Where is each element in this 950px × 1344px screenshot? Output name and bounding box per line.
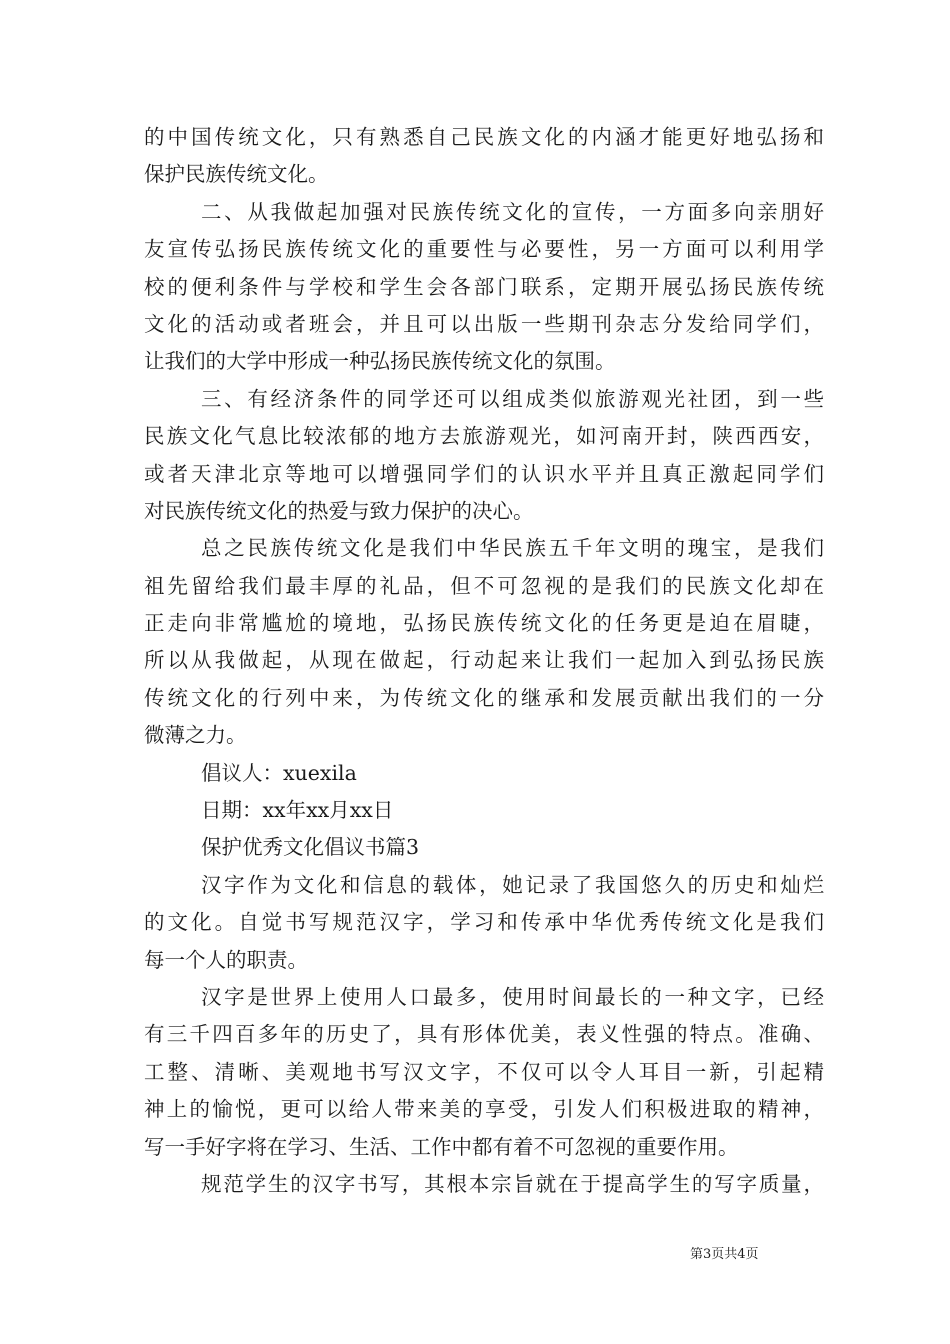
paragraph-2-line-2: 友宣传弘扬民族传统文化的重要性与必要性，另一方面可以利用学 (144, 237, 824, 262)
paragraph-5-line-1: 倡议人：xuexila (201, 760, 357, 785)
paragraph-9-line-2: 有三千四百多年的历史了，具有形体优美，表义性强的特点。准确、 (144, 1022, 824, 1047)
paragraph-8-line-2: 的文化。自觉书写规范汉字，学习和传承中华优秀传统文化是我们 (144, 910, 824, 935)
paragraph-1-line-1: 的中国传统文化，只有熟悉自己民族文化的内涵才能更好地弘扬和 (144, 125, 824, 149)
page-number-footer: 第3页共4页 (690, 1247, 759, 1262)
paragraph-8-line-1: 汉字作为文化和信息的载体，她记录了我国悠久的历史和灿烂 (201, 872, 824, 897)
paragraph-4-line-1: 总之民族传统文化是我们中华民族五千年文明的瑰宝，是我们 (201, 536, 824, 561)
paragraph-8-line-3: 每一个人的职责。 (144, 947, 308, 972)
paragraph-9-line-5: 写一手好字将在学习、生活、工作中都有着不可忽视的重要作用。 (144, 1134, 739, 1159)
paragraph-9-line-4: 神上的愉悦，更可以给人带来美的享受，引发人们积极进取的精神， (144, 1097, 824, 1122)
paragraph-9-line-1: 汉字是世界上使用人口最多，使用时间最长的一种文字，已经 (201, 984, 824, 1009)
paragraph-2-line-4: 文化的活动或者班会，并且可以出版一些期刊杂志分发给同学们， (144, 311, 824, 336)
paragraph-4-line-2: 祖先留给我们最丰厚的礼品，但不可忽视的是我们的民族文化却在 (144, 573, 824, 598)
document-body (144, 119, 824, 1203)
paragraph-4-line-3: 正走向非常尴尬的境地，弘扬民族传统文化的任务更是迫在眉睫， (144, 611, 824, 636)
paragraph-4-line-4: 所以从我做起，从现在做起，行动起来让我们一起加入到弘扬民族 (144, 648, 824, 673)
paragraph-4-line-6: 微薄之力。 (144, 723, 247, 748)
paragraph-3-line-2: 民族文化气息比较浓郁的地方去旅游观光，如河南开封，陕西西安， (144, 424, 824, 449)
paragraph-4-line-5: 传统文化的行列中来，为传统文化的继承和发展贡献出我们的一分 (144, 685, 824, 710)
paragraph-2-line-3: 校的便利条件与学校和学生会各部门联系，定期开展弘扬民族传统 (144, 274, 824, 299)
paragraph-1-line-2: 保护民族传统文化。 (144, 162, 329, 187)
paragraph-3-line-3: 或者天津北京等地可以增强同学们的认识水平并且真正激起同学们 (144, 461, 824, 486)
paragraph-3-line-4: 对民族传统文化的热爱与致力保护的决心。 (144, 498, 534, 523)
paragraph-2-line-5: 让我们的大学中形成一种弘扬民族传统文化的氛围。 (144, 349, 616, 374)
paragraph-6-line-1: 日期：xx年xx月xx日 (201, 798, 394, 823)
paragraph-10-line-1: 规范学生的汉字书写，其根本宗旨就在于提高学生的写字质量， (201, 1171, 824, 1196)
paragraph-2-line-1: 二、从我做起加强对民族传统文化的宣传，一方面多向亲朋好 (201, 199, 824, 224)
paragraph-9-line-3: 工整、清晰、美观地书写汉文字，不仅可以令人耳目一新，引起精 (144, 1059, 824, 1084)
paragraph-7-line-1: 保护优秀文化倡议书篇3 (201, 835, 420, 860)
paragraph-3-line-1: 三、有经济条件的同学还可以组成类似旅游观光社团，到一些 (201, 386, 824, 411)
